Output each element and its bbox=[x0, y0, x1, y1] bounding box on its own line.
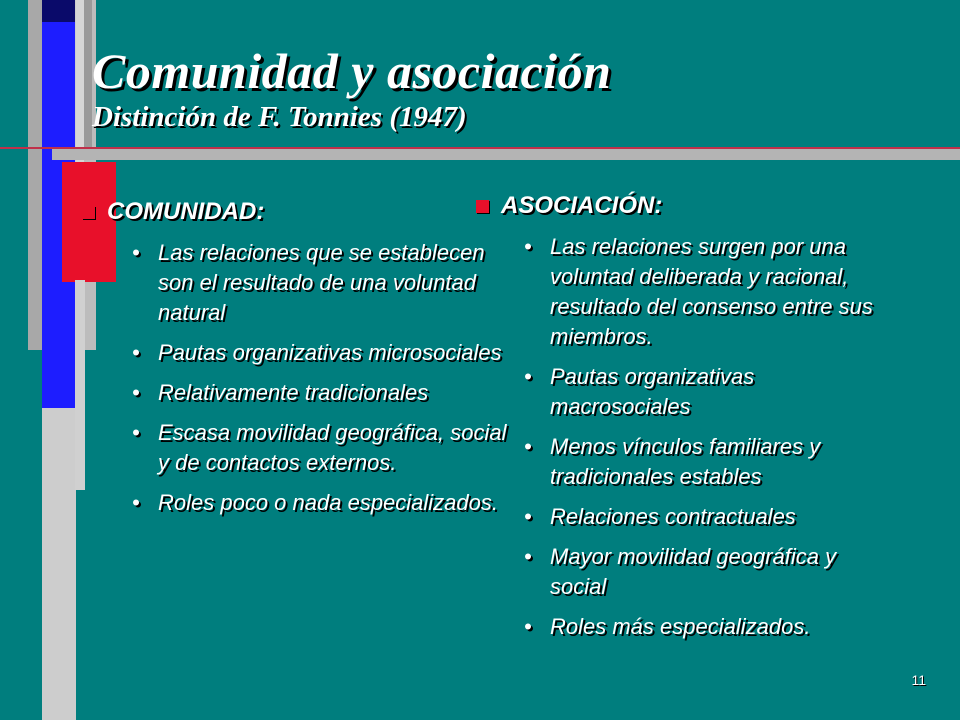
list-item-text: Pautas organizativas microsociales bbox=[158, 340, 502, 365]
bullet-icon: • bbox=[132, 240, 140, 265]
asociacion-heading: ASOCIACIÓN: bbox=[501, 192, 663, 219]
list-item-text: Mayor movilidad geográfica y social bbox=[550, 544, 837, 599]
list-item-text: Menos vínculos familiares y tradicionales estables bbox=[550, 434, 821, 489]
bullet-icon: • bbox=[524, 234, 532, 259]
list-item bbox=[82, 418, 512, 478]
page-number: 11 bbox=[911, 672, 926, 688]
title-block bbox=[92, 42, 611, 134]
bullet-icon: • bbox=[524, 364, 532, 389]
list-item bbox=[82, 338, 512, 368]
bullet-icon: • bbox=[524, 614, 532, 639]
list-item-text: Pautas organizativas macrosociales bbox=[550, 364, 755, 419]
decor-navy-strip bbox=[42, 0, 75, 22]
list-item-text: Relaciones contractuales bbox=[550, 504, 796, 529]
bullet-icon: • bbox=[524, 504, 532, 529]
bullet-icon: • bbox=[132, 380, 140, 405]
list-item bbox=[476, 432, 896, 492]
square-bullet-icon bbox=[82, 206, 95, 219]
comunidad-heading-row bbox=[82, 198, 512, 226]
asociacion-heading-row bbox=[476, 192, 896, 220]
list-item-text: Roles más especializados. bbox=[550, 614, 811, 639]
bullet-icon: • bbox=[524, 434, 532, 459]
page-subtitle: Distinción de F. Tonnies (1947) bbox=[92, 101, 467, 133]
bullet-icon: • bbox=[132, 490, 140, 515]
list-item-text: Las relaciones que se establecen son el resultado de una voluntad natural bbox=[158, 240, 485, 325]
list-item bbox=[476, 362, 896, 422]
list-item bbox=[476, 612, 896, 642]
list-item bbox=[476, 502, 896, 532]
list-item bbox=[82, 488, 512, 518]
decor-lightgray-side bbox=[84, 0, 92, 160]
page-title: Comunidad y asociación bbox=[92, 43, 612, 99]
square-bullet-icon bbox=[476, 200, 489, 213]
bullet-icon: • bbox=[524, 544, 532, 569]
list-item-text: Relativamente tradicionales bbox=[158, 380, 429, 405]
bullet-icon: • bbox=[132, 420, 140, 445]
list-item-text: Las relaciones surgen por una voluntad deliberada y racional, resultado del consenso entre sus miembros. bbox=[550, 234, 873, 349]
list-item bbox=[82, 378, 512, 408]
list-item bbox=[82, 238, 512, 328]
asociacion-list bbox=[476, 232, 896, 642]
list-item-text: Roles poco o nada especializados. bbox=[158, 490, 499, 515]
comunidad-list bbox=[82, 238, 512, 518]
list-item-text: Escasa movilidad geográfica, social y de contactos externos. bbox=[158, 420, 507, 475]
list-item bbox=[476, 232, 896, 352]
comunidad-column bbox=[82, 198, 512, 528]
divider-bar-gray bbox=[52, 149, 960, 160]
comunidad-heading: COMUNIDAD: bbox=[107, 198, 265, 225]
list-item bbox=[476, 542, 896, 602]
bullet-icon: • bbox=[132, 340, 140, 365]
asociacion-column bbox=[476, 192, 896, 652]
